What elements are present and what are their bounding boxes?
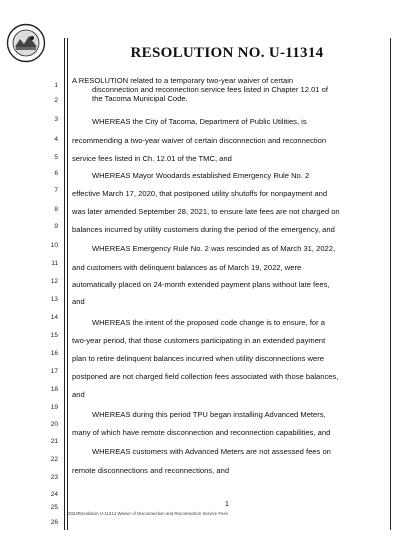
text-line: was later amended September 28, 2021, to ensure late fees are not charged on bbox=[72, 207, 340, 216]
city-seal-icon bbox=[6, 23, 46, 63]
line-number: 24 bbox=[50, 491, 58, 498]
line-number: 16 bbox=[50, 350, 58, 357]
document-footer: 2022Resolution U-11314 Waiver of Disconnection and Reconnection Service Fees bbox=[68, 511, 229, 516]
text-line: balances incurred by utility customers during the period of the emergency, and bbox=[72, 225, 335, 234]
resolution-title: RESOLUTION NO. U-11314 bbox=[130, 45, 324, 61]
text-line: remote disconnections and reconnections, and bbox=[72, 466, 230, 475]
text-line: WHEREAS the City of Tacoma, Department of Public Utilities, is bbox=[92, 117, 307, 126]
line-number: 17 bbox=[50, 368, 58, 375]
line-number: 26 bbox=[50, 519, 58, 526]
line-number: 1 bbox=[54, 82, 58, 89]
text-line: and bbox=[72, 390, 85, 399]
line-number: 15 bbox=[50, 332, 58, 339]
line-number: 14 bbox=[50, 314, 58, 321]
line-number: 11 bbox=[51, 260, 58, 267]
line-number: 25 bbox=[50, 504, 58, 511]
line-number: 7 bbox=[54, 187, 58, 194]
line-number: 8 bbox=[54, 206, 58, 213]
text-line: recommending a two-year waiver of certain disconnection and reconnection bbox=[72, 136, 327, 145]
text-line: two-year period, that those customers participating in an extended payment bbox=[72, 336, 326, 345]
text-line: service fees listed in Ch. 12.01 of the TMC, and bbox=[72, 154, 232, 163]
line-number: 3 bbox=[54, 116, 58, 123]
text-line: WHEREAS customers with Advanced Meters are not assessed fees on bbox=[92, 447, 331, 456]
text-line: the Tacoma Municipal Code. bbox=[92, 94, 188, 103]
page-number: 1 bbox=[225, 501, 229, 508]
line-number: 4 bbox=[54, 136, 58, 143]
text-line: WHEREAS Emergency Rule No. 2 was rescinded as of March 31, 2022, bbox=[92, 244, 336, 253]
text-line: WHEREAS Mayor Woodards established Emergency Rule No. 2 bbox=[92, 171, 310, 180]
text-line: WHEREAS the intent of the proposed code change is to ensure, for a bbox=[92, 318, 326, 327]
line-number: 21 bbox=[50, 438, 58, 445]
line-number: 2 bbox=[54, 97, 58, 104]
line-number: 18 bbox=[50, 386, 58, 393]
text-line: and bbox=[72, 297, 85, 306]
line-number: 10 bbox=[50, 242, 58, 249]
text-line: disconnection and reconnection service fees listed in Chapter 12.01 of bbox=[92, 85, 328, 94]
text-line: plan to retire delinquent balances incurred when utility disconnections were bbox=[72, 354, 325, 363]
margin-rule-left bbox=[64, 38, 65, 530]
text-line: and customers with delinquent balances as of March 19, 2022, were bbox=[72, 263, 302, 272]
line-number: 12 bbox=[50, 278, 58, 285]
text-line: WHEREAS during this period TPU began installing Advanced Meters, bbox=[92, 410, 326, 419]
text-line: effective March 17, 2020, that postponed utility shutoffs for nonpayment and bbox=[72, 189, 328, 198]
line-number: 19 bbox=[50, 404, 58, 411]
line-number: 13 bbox=[50, 296, 58, 303]
line-number: 23 bbox=[50, 474, 58, 481]
text-line: postponed are not charged field collection fees associated with those balances, bbox=[72, 372, 339, 381]
line-number: 5 bbox=[54, 154, 58, 161]
text-line: A RESOLUTION related to a temporary two-year waiver of certain bbox=[72, 76, 294, 85]
line-number: 22 bbox=[50, 456, 58, 463]
line-number: 9 bbox=[54, 223, 58, 230]
line-number: 6 bbox=[54, 170, 58, 177]
text-line: many of which have remote disconnection and reconnection capabilities, and bbox=[72, 428, 331, 437]
text-line: automatically placed on 24-month extended payment plans without late fees, bbox=[72, 280, 330, 289]
margin-rule-left-double bbox=[67, 38, 68, 530]
line-number: 20 bbox=[50, 421, 58, 428]
margin-rule-right bbox=[390, 38, 391, 530]
